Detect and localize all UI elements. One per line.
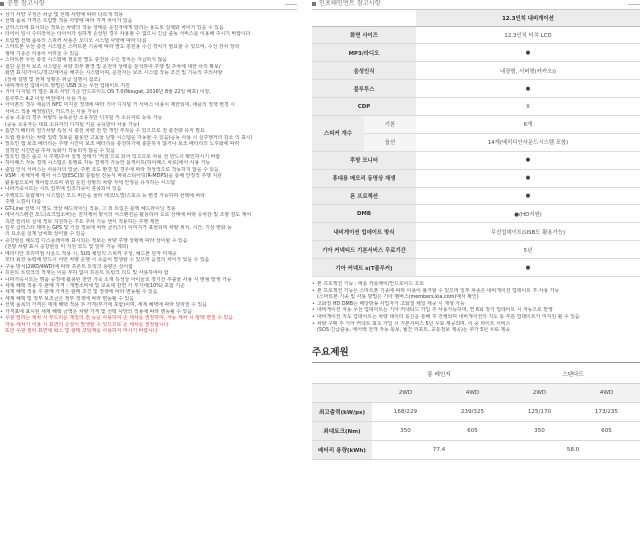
note-item: • 내비게이션 업데이트 방법은 USB 또는 무선 업데이트 지원 [0,83,297,89]
note-item: • 기아 디지털 키 앱은 최소 사양 기준 안드로이드 OS 7.0(Nougat, 2016년 8월 22일 배포) 이상, [0,89,297,95]
note-item: • 스마트폰 무선 충전 시스템에 필요한 별도 충전용 수신 장치는 지급하지 않음 [0,57,297,63]
spec-label: 기아 커넥트 s(T플루커) [312,259,416,277]
note-item: 모터 회전 동력에 반드시 어떤 차량 운행 시 소음이 발생할 수 있으며 음질의 차이가 있을 수 있음 [5,257,210,264]
spec-label: 음성인식 [312,62,416,80]
footnote-item: (SOS 긴급출동, 에어백 전개 자동 통보, 월간 리포트, 교통정보 제공)는 추가 5년 무료 제공 [317,327,511,334]
spec-label: 휴대용 메모리 동영상 재생 [312,169,416,187]
perf-group-label: 스탠다드 [506,365,640,384]
spec-row [312,223,640,241]
perf-value: 605 [439,422,506,441]
perf-row [312,422,640,441]
spec-value: ● [416,80,640,98]
note-item: 형태 기종은 이용이 어려울 수 있음 [5,50,79,57]
spec-value: 12.3인치 터치 LCD [416,26,640,44]
spec-row [312,26,640,44]
note-item: • 세제 혜택 적용 후 판매 가격 : 개별소비세 및 교육세 감면 가 부가세(10%) 포함 기준 [0,283,297,289]
spec-row [312,44,640,62]
perf-corner [312,384,372,403]
note-item: • 메리디안 프리미엄 사운드 적용 시, SUS 채널의 스피커 구성, 헤드폰 단자 미제공 [0,251,297,257]
spec-value: ● [416,44,640,62]
footnote-item: (스마트폰 기종 및 사용 방법은 기아 멤버스(members.kia.com)에서 확인) [317,294,479,301]
spec-row [312,205,640,223]
note-item: • 클러스터에 표시되는 정보는 차량의 작동 상태를 운전자에게 알리는 용도로 실제와 차이가 있을 수 있음 [0,25,297,31]
spec-label: DMB [312,205,416,223]
infotainment-section [312,0,640,554]
note-item: 설정한 시간만큼 주차 녹화가 작동되지 않을 수 있음 [5,147,116,154]
perf-drive-label: 4WD [439,384,506,403]
note-item: • 출입 인식 서비스는 사용자의 얼굴, 주변 조도 환경 및 경우에 따라 정상적으로 작동하지 않을 수 있음 [0,167,297,173]
spec-value: ● [416,169,640,187]
perf-value: 350 [506,422,573,441]
header-divider [285,4,297,5]
spec-header-cell: 12.3인치 내비게이션 [416,10,640,26]
note-item: 의 요소를 실제 날씨와 상이할 수 있음 [5,231,86,238]
note-item: 활용함으로써 제어함으로써 위험 운전 상황의 차량 자세 안정을 유지하는 시스템 [5,179,175,186]
spec-row [312,259,640,277]
note-item: • 아이폰의 경우 애플의 NFC 미지원 정책에 따라 기아 디지털 키 서비스 이용이 제한되며, 애플의 정책 변경 시 [0,102,297,108]
perf-value: 58.0 [506,441,640,460]
spec-row [312,241,640,259]
note-item: • 하이패스 자동 결제 시스템은 통행료 자동 결제가 가능한 톨게이트(하이패스 차로)에서 사용 가능 [0,160,297,166]
spec-row [312,62,640,80]
spec-sublabel: 기본 [364,115,416,133]
common-notes-header [0,0,297,10]
footnote-item: • 폰 프로젝션 기능 : 애플 카플레이/안드로이드 오토 [312,281,640,288]
note-item: 서비스 적용 예정임(단, 카드키는 사용 가능) [5,108,99,115]
note-item: • 선택 품목 가격은 트림별 적용 사양에 따라 가격 차이가 있음 [0,18,297,24]
spec-value: X [416,98,640,116]
infotainment-header [312,0,640,10]
footnote-item: • 내비게이션 지도 업데이트는 차량 데이터 통신을 통해 후 진행되며 내비게이션의 지도 통 부분 업데이트가 미지원 될 수 있음 [312,314,640,321]
note-item: (공동 소유자는 대표 소유자의 디지털 키를 공유받아 사용 가능) [5,121,140,128]
perf-group-row [312,365,640,384]
spec-row [312,98,640,116]
footnote-item: • 차량 구매 후 기아 커넥트 최초 가입 시 기본서비스 5년 무료 제공되며, 이 중 라이트 서비스 [312,321,640,328]
spec-label: 스피커 개수 [312,115,364,151]
section-marker-icon [312,2,316,6]
note-item: • GT-Line 선택 시 별도 색상 헤드라이닝 적용, 그 외 트림은 블랙 헤드라이닝 적용 [0,206,297,212]
main-specs-table [312,365,640,461]
footnote-item: • 고화질 HD DMB는 해당방송 사업자가 고화질 채널 제공 시 재생 가능 [312,301,640,308]
spec-value: ●(HD지원) [416,205,640,223]
spec-row [312,187,640,205]
header-divider [628,4,640,5]
note-item: • 트립 컴퓨터는 차량 입력 정보를 활용한 고효율 난방 시스템을 가동할 수 있음(공동 사용 시 실주행거리 감소 의 표시) [0,135,297,141]
infotainment-spec-table [312,10,640,277]
common-notes-section [0,0,297,554]
spec-label: 화면 사이즈 [312,26,416,44]
spec-row-speaker [312,115,640,133]
infotainment-footnotes [312,281,640,334]
spec-value: ● [416,151,640,169]
note-item: • 주행모드 통합제어 시스템은 모드 버튼을 눌러 에코/노멀/스포츠 등 변경 가능하며 선택에 따라 [0,193,297,199]
perf-label: 최대토크(Nm) [312,422,372,441]
note-item: • 선택 품목의 가격은 세제 혜택 적용 후 가격(부가세 포함)이며, 세제 혜택에 따라 달라질 수 있음 [0,302,297,308]
note-item: • 트림별 선택 품목의 스피커 사용은 오디오 시스템 사양에 따라 다름 [0,38,297,44]
spec-value: 5년 [416,241,640,259]
spec-value: 무선업데이트(USB도 활용가능) [416,223,640,241]
note-item: • 에어서스펜션 모드(쇼크업소버)는 전자제어 방식의 서스펜션을 활용하여 도로 상태에 따라 승차감 및 조향 감도 제어 [0,212,297,218]
note-item: • 일부 클러스터 테마는 GPS 및 기상 정보에 따라 클러스터 이미지가 표현되며 차량 위치, 시간, 기상 변화 등 [0,225,297,231]
perf-group-label: 롱 레인지 [372,365,506,384]
perf-value: 239/325 [439,403,506,422]
note-item: • 나파가죽시트는 명품 공정에 활용된 천연 가죽 소재 특성상 아이들로 장기간 추출물 사용 시 변형 발생 가능 [0,277,297,283]
section-marker-icon [0,2,4,6]
perf-value: 168/229 [372,403,439,422]
note-item: • 무광 컬러는 세차 시 부드러운 재질의 천 등을 사용하여 손 세차를 권장하며, 자동 세차 시 광택 변질 수 있음 [0,315,297,321]
spec-value: ● [416,187,640,205]
common-notes-title: 공통 참고사항 [7,0,45,7]
note-item: • VSM : 차체자세 제어 시스템(ESC)와 통합된 전동식 파워스티어링(R-MDPS)을 통해 안정적 주행 지원 [0,173,297,179]
perf-drive-label: 4WD [573,384,640,403]
note-item: 또한 무광 컬러 표면에 왁스 및 광택 코팅제를 사용하지 마시기 바랍니다 [5,328,158,335]
spec-header-blank [312,10,416,26]
spec-label: 내비게이션 업데이트 방식 [312,223,416,241]
perf-drive-row [312,384,640,403]
note-item: • 첨단 운전자 보조 시스템은 차량 외부 환경 및 운전자 상태를 분석하여 주행 및 주차에 대한 사의 확보/ [0,64,297,70]
common-notes-list [0,12,297,335]
perf-value: 605 [573,422,640,441]
note-item: 화면 표시/가이드/경고/제어를 해주는 시스템이며, 운전자는 보조 시스템 작동 조건 및 기능의 주의사항 [5,70,223,77]
perf-row [312,441,640,460]
note-item: 측면 슬리브 실내 정보 지원하는 주요 주차 기능 센서 적용하는 주행 제한 [5,218,160,225]
main-specs-title: 주요제원 [312,344,640,363]
note-item: (상세 설명 및 한계 상황은 취급 설명서 참조) [5,76,101,83]
note-item: 주행 느낌이 다름 [5,199,42,206]
note-item: • 세제 혜택 및 정부 보조금은 정부 정책에 따라 변동될 수 있음 [0,296,297,302]
note-item: • 세제 혜택 적용 후 판매 가격은 판매 조건 및 정책에 따라 변동될 수 있음 [0,289,297,295]
perf-value: 350 [372,422,439,441]
perf-drive-label: 2WD [372,384,439,403]
perf-label: 최고출력(kW/ps) [312,403,372,422]
spec-row [312,151,640,169]
note-item: • 가격표에 표시된 세제 혜택 금액은 차량 가격 및 선택 사양의 적용에 따라 변동될 수 있음 [0,309,297,315]
perf-label: 배터리 용량(kWh) [312,441,372,460]
spec-sublabel: 옵션 [364,133,416,151]
note-item: 블루투스 4.2 이상 버전에서 사용 가능 [5,95,87,102]
perf-row [312,403,640,422]
spec-value: 내장형, 서버형(카카오i) [416,62,640,80]
perf-value: 125/170 [506,403,573,422]
spec-label: 블루투스 [312,80,416,98]
infotainment-title: 인포테인먼트 참고사항 [319,0,381,7]
spec-row [312,169,640,187]
perf-value: 173/235 [573,403,640,422]
perf-drive-label: 2WD [506,384,573,403]
spec-row [312,80,640,98]
spec-label: 기아 커넥티드 기본서비스 무료기간 [312,241,416,259]
note-item: • 흡연기 배터리 전기차량 특성 시 충전 차량 전 반 개인 부착을 수 있으므로 전 충전량 유지 필요 [0,128,297,134]
spec-label: 후방 모니터 [312,151,416,169]
note-item: 자동 세차기 이용 시 표면의 손상이 발생할 수 있으므로 손 세차를 권장합니다 [5,321,169,328]
spec-label: CDP [312,98,416,116]
note-item: • 빌트인 캠은 출고 시 주행/주차 설정 상태가 '켜짐'으로 되어 있으므로 사용 전 반드시 확인하시기 바람 [0,154,297,160]
perf-corner [312,365,372,384]
footnote-item: • 폰 프로젝션 기능은 스마트폰 기종에 따라 이용이 불가할 수 있으며 일부 차종은 내비게이션 업데이트 후 사용 가능 [312,288,640,295]
note-item: • 나파가죽시트는 시트 일부에 인조가죽이 혼용되어 있음 [0,186,297,192]
spec-value: ● [416,259,640,277]
note-item: • 상기 사양 구성은 차급 및 선택 사양에 따라 다르게 적용 [0,12,297,18]
note-item: • 빌트인 캠 보조 배터리는 주행 시간이 보조 배터리를 충전하기에 충분하지 않거나 보조 배터리의 노후화에 따라 [0,141,297,147]
note-item: • 증강현실 헤드업 디스플레이에 표시되는 정보는 차량 주행 상황에 따라 상이할 수 있음 [0,238,297,244]
spec-header-row [312,10,640,26]
spec-label: MP3/라디오 [312,44,416,62]
note-item: • 타이어 임시 수리장치는 타이어가 심하게 손상된 경우 사용할 수 없으니 긴급 출동 서비스를 이용해 주시기 바랍니다 [0,31,297,37]
note-item: • 공동 소유의 경우 차량의 등록증상 소유자만 디지털 키 소유자로 등록 가능 [0,115,297,121]
spec-value: 6개 [416,115,640,133]
note-item: • 구동 방식(2WD/4WD)에 따라 프론트 트렁크 용량은 상이함 [0,264,297,270]
spec-value: 14개(메리디안사운드시스템 포함) [416,133,640,151]
spec-label: 폰 프로젝션 [312,187,416,205]
note-item: • 프론트 트렁크의 적재는 이를 부하 없이 프론트 트렁크 리드 및 사용하여야 함 [0,270,297,276]
note-item: (전방 차량 표시 증강현실 미 지원 모드 및 일부 기능 제외) [5,244,129,251]
perf-value: 77.4 [372,441,506,460]
footnote-item: • 내비게이션 자동 무선 업데이트는 기아 커넥티드 가입 후 사용가능하며, 연 6회 정기 업데이트 시 자동으로 반영 [312,307,640,314]
note-item: • 스마트폰 무선 충전 시스템은 스마트폰 기종에 따라 별도 충전용 수신 장치가 필요할 수 있으며, 수신 장치 장착 [0,44,297,50]
